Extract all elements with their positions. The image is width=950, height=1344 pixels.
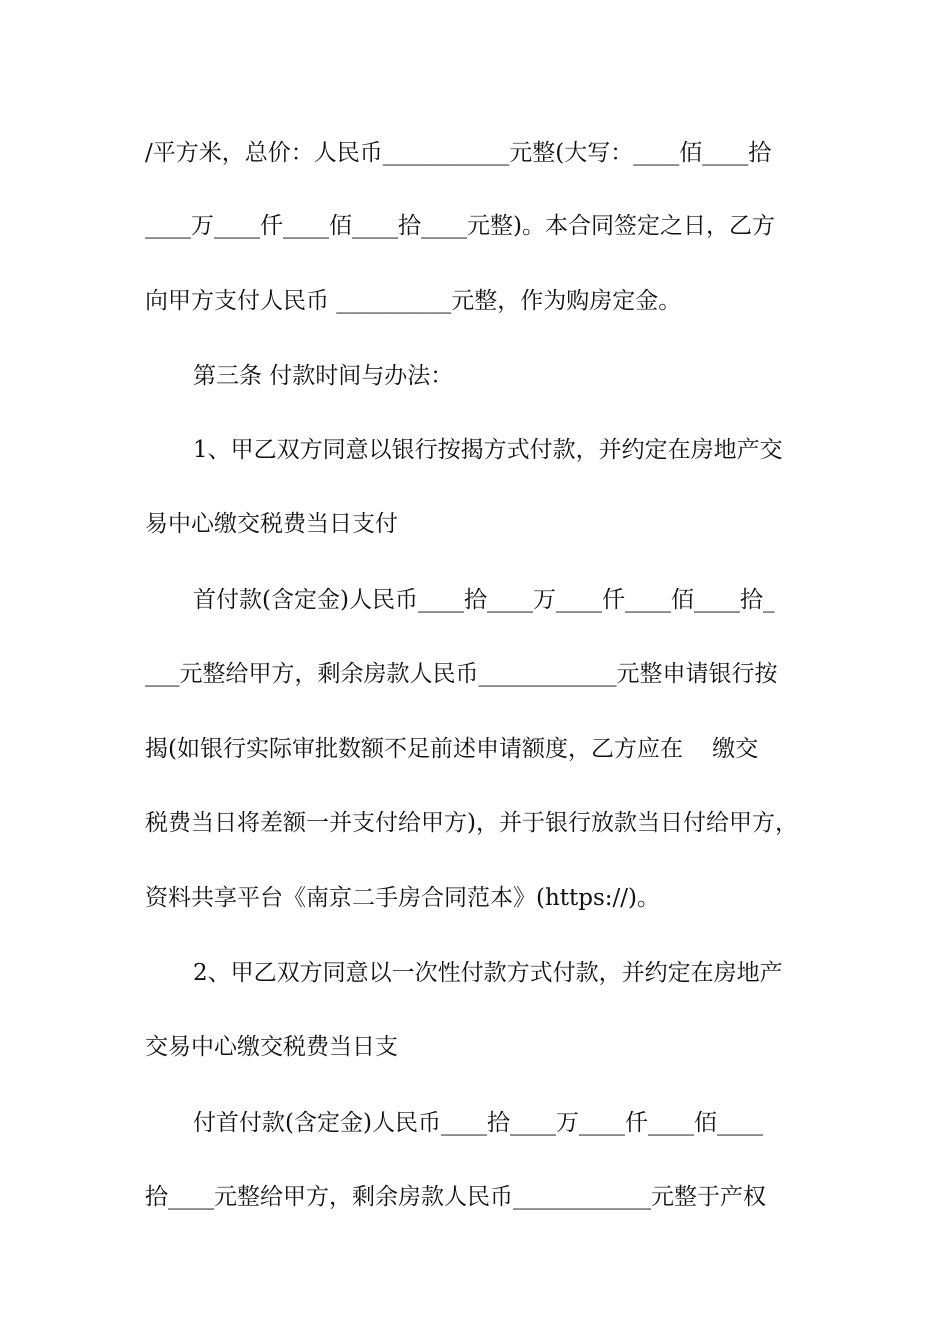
text-line-7: 首付款(含定金)人民币____拾____万____仟____佰____拾_ [193,587,775,613]
text-line-1: /平方米，总价：人民币___________元整(大写：____佰____拾 [145,140,772,166]
text-line-3: 向甲方支付人民币 __________元整，作为购房定金。 [145,288,682,314]
text-line-14: 付首付款(含定金)人民币____拾____万____仟____佰____ [193,1110,763,1136]
text-line-15: 拾____元整给甲方，剩余房款人民币____________元整于产权 [145,1184,766,1210]
text-line-12: 2、甲乙双方同意以一次性付款方式付款，并约定在房地产 [193,960,783,986]
text-line-2: ____万____仟____佰____拾____元整)。本合同签定之日，乙方 [145,213,775,239]
text-line-9: 揭(如银行实际审批数额不足前述申请额度，乙方应在 缴交 [145,736,759,762]
text-line-5: 1、甲乙双方同意以银行按揭方式付款，并约定在房地产交 [193,437,783,463]
text-line-11: 资料共享平台《南京二手房合同范本》(https://)。 [145,885,661,911]
text-line-13: 交易中心缴交税费当日支 [145,1034,398,1060]
text-line-10: 税费当日将差额一并支付给甲方)，并于银行放款当日付给甲方， [145,810,798,836]
text-line-6: 易中心缴交税费当日支付 [145,511,398,537]
text-line-8: ___元整给甲方，剩余房款人民币____________元整申请银行按 [145,661,778,687]
section-heading-article-3: 第三条 付款时间与办法： [193,363,454,389]
